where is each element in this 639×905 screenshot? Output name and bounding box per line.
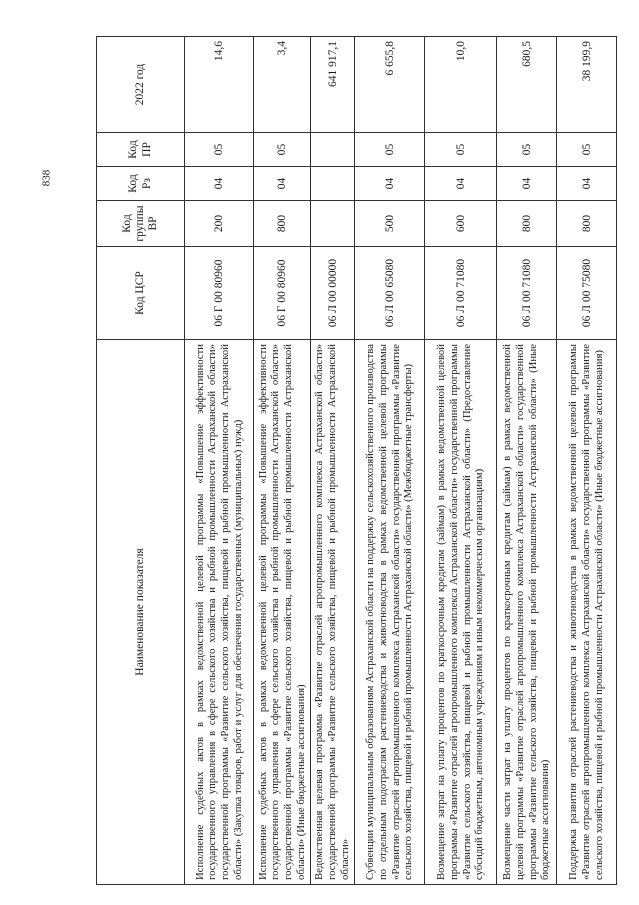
row-csr: 06 Л 00 75080 bbox=[557, 247, 617, 340]
row-name: Исполнение судебных актов в рамках ведомственной целевой программы «Повышение эффективности государственного управления в сфере сельского хозяйства и рыбной промышленности Астраханской области» государственной программы «Развитие сельского хозяйства, пищевой и рыбной промышленности Астраханской области» (Иные бюджетные ассигнования) bbox=[254, 340, 311, 885]
row-csr: 06 Л 00 71080 bbox=[497, 247, 557, 340]
row-vr: 600 bbox=[425, 201, 497, 247]
row-rz: 04 bbox=[497, 167, 557, 201]
row-amount: 38 199,9 bbox=[557, 37, 617, 133]
table-row bbox=[311, 37, 355, 885]
row-amount: 680,5 bbox=[497, 37, 557, 133]
table-row bbox=[557, 37, 617, 885]
row-vr: 800 bbox=[497, 201, 557, 247]
row-amount: 641 917,1 bbox=[311, 37, 355, 133]
row-vr: 800 bbox=[557, 201, 617, 247]
row-amount: 6 655,8 bbox=[355, 37, 425, 133]
row-amount: 3,4 bbox=[254, 37, 311, 133]
row-csr: 06 Л 00 00000 bbox=[311, 247, 355, 340]
row-rz: 04 bbox=[557, 167, 617, 201]
header-year: 2022 год bbox=[97, 37, 185, 133]
header-csr: Код ЦСР bbox=[97, 247, 185, 340]
row-pr bbox=[311, 133, 355, 167]
page-number: 838 bbox=[40, 169, 53, 187]
table-row bbox=[425, 37, 497, 885]
header-pr: Код ПР bbox=[97, 133, 185, 167]
table-row bbox=[185, 37, 254, 885]
row-csr: 06 Л 00 71080 bbox=[425, 247, 497, 340]
row-name: Возмещение части затрат на уплату процентов по краткосрочным кредитам (займам) в рамках ведомственной целевой программы «Развитие отраслей агропромышленного комплекса Астраханской области» государственной программы «Развитие сельского хозяйства, пищевой и рыбной промышленности Астраханской области» (Иные бюджетные ассигнования) bbox=[497, 340, 557, 885]
row-vr: 200 bbox=[185, 201, 254, 247]
row-amount: 10,0 bbox=[425, 37, 497, 133]
row-name: Ведомственная целевая программа «Развитие отраслей агропромышленного комплекса Астраханской области» государственной программы «Развитие сельского хозяйства, пищевой и рыбной промышленности Астраханской области» bbox=[311, 340, 355, 885]
row-pr: 05 bbox=[254, 133, 311, 167]
row-pr: 05 bbox=[425, 133, 497, 167]
row-name: Исполнение судебных актов в рамках ведомственной целевой программы «Повышение эффективности государственного управления в сфере сельского хозяйства и рыбной промышленности Астраханской области» государственной программы «Развитие сельского хозяйства, пищевой и рыбной промышленности Астраханской области» (Закупка товаров, работ и услуг для обеспечения государственных (муниципальных) нужд) bbox=[185, 340, 254, 885]
table-header-row bbox=[97, 37, 185, 885]
rotated-table-wrapper bbox=[96, 37, 605, 885]
row-name: Поддержка развития отраслей растениеводства и животноводства в рамках ведомственной целевой программы «Развитие отраслей агропромышленного комплекса Астраханской области» государственной программы «Развитие сельского хозяйства, пищевой и рыбной промышленности Астраханской области» (Иные бюджетные ассигнования) bbox=[557, 340, 617, 885]
table-row bbox=[497, 37, 557, 885]
row-pr: 05 bbox=[557, 133, 617, 167]
header-vr: Код группы ВР bbox=[97, 201, 185, 247]
row-rz: 04 bbox=[254, 167, 311, 201]
row-csr: 06 Г 00 80960 bbox=[185, 247, 254, 340]
row-rz: 04 bbox=[355, 167, 425, 201]
row-amount: 14,6 bbox=[185, 37, 254, 133]
row-pr: 05 bbox=[185, 133, 254, 167]
table-row bbox=[254, 37, 311, 885]
header-name: Наименование показателя bbox=[97, 340, 185, 885]
row-vr bbox=[311, 201, 355, 247]
row-csr: 06 Л 00 65080 bbox=[355, 247, 425, 340]
row-rz bbox=[311, 167, 355, 201]
row-rz: 04 bbox=[185, 167, 254, 201]
table-row bbox=[355, 37, 425, 885]
row-vr: 800 bbox=[254, 201, 311, 247]
row-csr: 06 Г 00 80960 bbox=[254, 247, 311, 340]
row-pr: 05 bbox=[355, 133, 425, 167]
row-name: Возмещение затрат на уплату процентов по краткосрочным кредитам (займам) в рамках ведомственной целевой программы «Развитие отраслей агропромышленного комплекса Астраханской области» государственной программы «Развитие сельского хозяйства, пищевой и рыбной промышленности Астраханской области» (Предоставление субсидий бюджетным, автономным учреждениям и иным некоммерческим организациям) bbox=[425, 340, 497, 885]
row-name: Субвенции муниципальным образованиям Астраханской области на поддержку сельскохозяйственного производства по отдельным подотраслям растениеводства и животноводства в рамках ведомственной целевой программы «Развитие отраслей агропромышленного комплекса Астраханской области» государственной программы «Развитие сельского хозяйства, пищевой и рыбной промышленности Астраханской области» (Межбюджетные трансферты) bbox=[355, 340, 425, 885]
budget-table bbox=[96, 36, 617, 885]
row-vr: 500 bbox=[355, 201, 425, 247]
row-pr: 05 bbox=[497, 133, 557, 167]
header-rz: Код Рз bbox=[97, 167, 185, 201]
row-rz: 04 bbox=[425, 167, 497, 201]
